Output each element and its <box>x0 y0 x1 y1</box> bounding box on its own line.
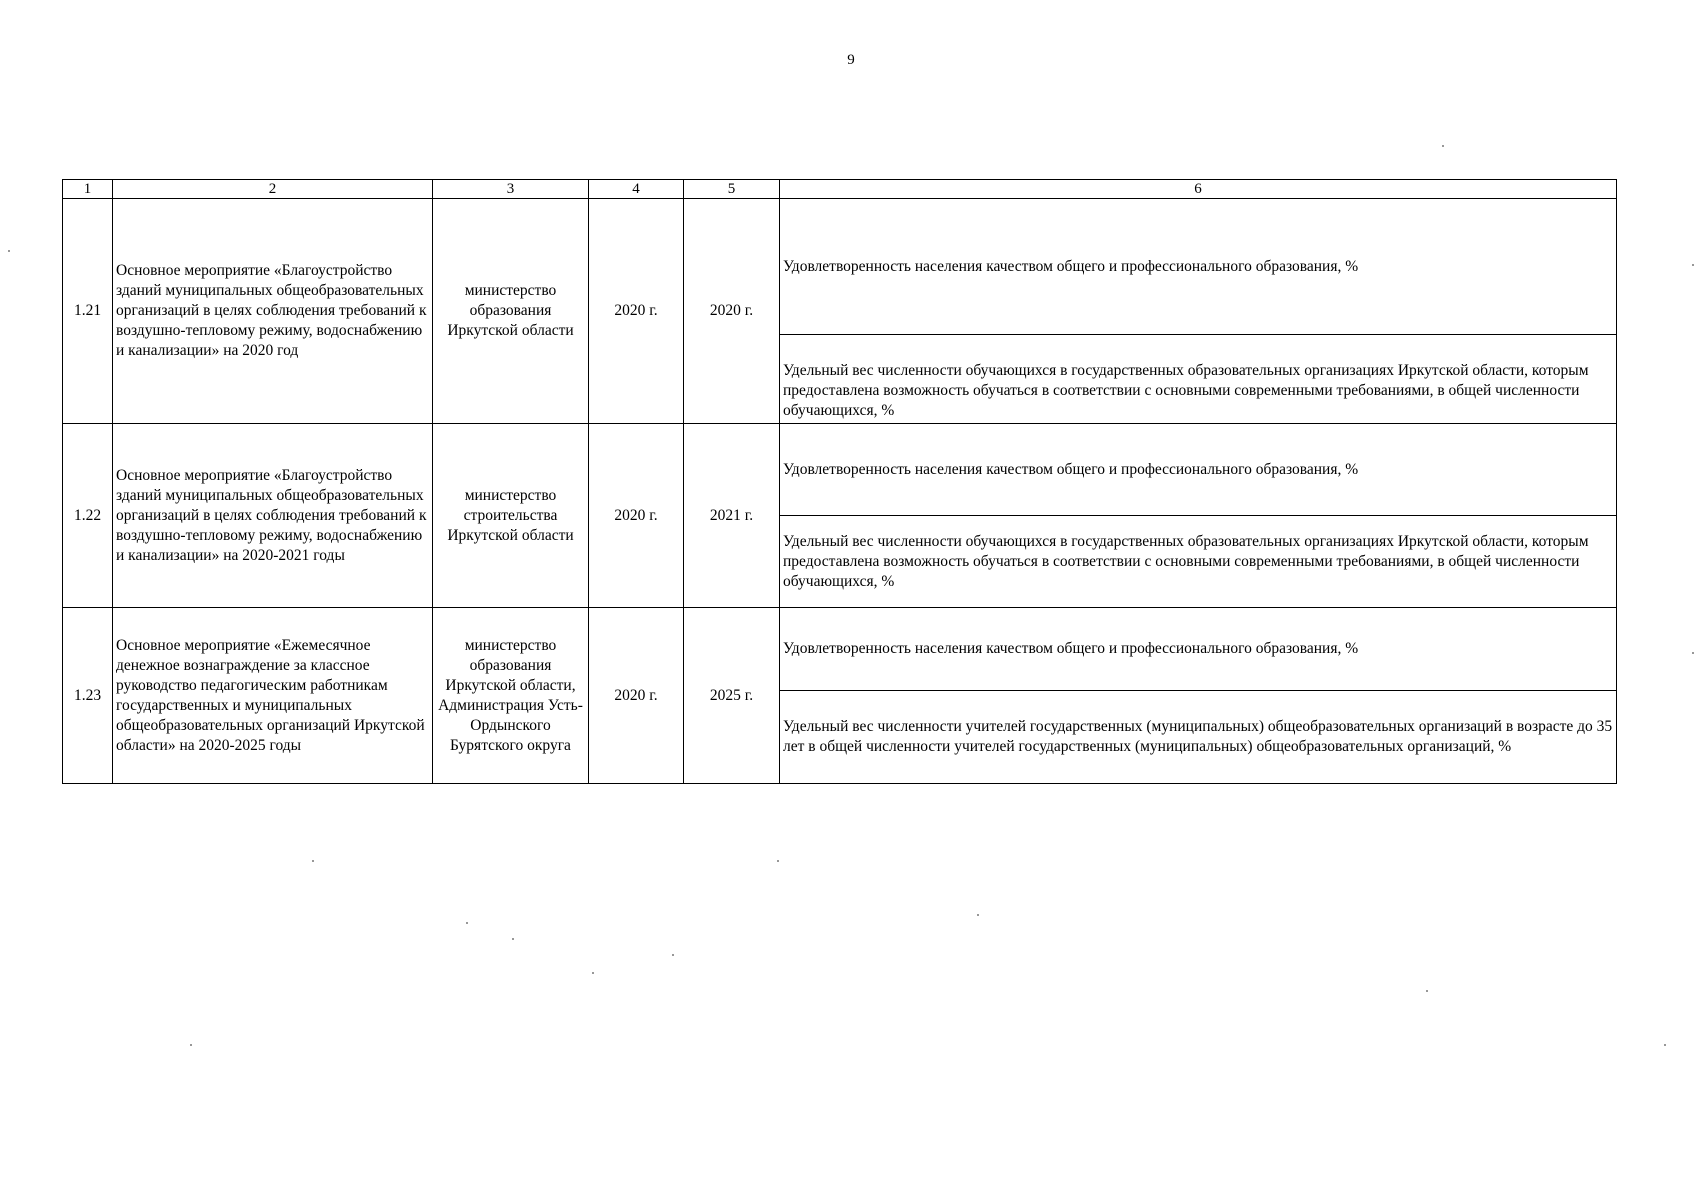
scan-speck <box>1426 990 1428 992</box>
column-header-3: 3 <box>433 180 589 199</box>
table-row <box>63 199 1617 335</box>
activity-cell: Основное мероприятие «Благоустройство зданий муниципальных общеобразовательных организаций в целях соблюдения требований к воздушно-тепловому режиму, водоснабжению и канализации» на 2020 год <box>113 199 433 424</box>
indicator-cell: Удовлетворенность населения качеством общего и профессионального образования, % <box>780 608 1617 691</box>
scan-speck <box>466 922 468 924</box>
column-header-5: 5 <box>684 180 780 199</box>
header-row <box>63 180 1617 199</box>
end-year-cell: 2021 г. <box>684 424 780 608</box>
end-year-cell: 2020 г. <box>684 199 780 424</box>
page-number: 9 <box>847 52 855 68</box>
column-header-4: 4 <box>589 180 684 199</box>
column-header-6: 6 <box>780 180 1617 199</box>
row-number: 1.21 <box>63 199 113 424</box>
scan-speck <box>1442 145 1444 147</box>
scan-speck <box>190 1044 192 1046</box>
scan-speck <box>312 860 314 862</box>
activity-cell: Основное мероприятие «Благоустройство зданий муниципальных общеобразовательных организаций в целях соблюдения требований к воздушно-тепловому режиму, водоснабжению и канализации» на 2020-2021 годы <box>113 424 433 608</box>
scan-speck <box>592 972 594 974</box>
measures-table <box>62 179 1617 784</box>
column-header-2: 2 <box>113 180 433 199</box>
scan-speck <box>1664 1044 1666 1046</box>
start-year-cell: 2020 г. <box>589 424 684 608</box>
scan-speck <box>8 250 10 252</box>
indicator-cell: Удовлетворенность населения качеством общего и профессионального образования, % <box>780 199 1617 335</box>
end-year-cell: 2025 г. <box>684 608 780 784</box>
executor-cell: министерство образования Иркутской области <box>433 199 589 424</box>
row-number: 1.22 <box>63 424 113 608</box>
executor-cell: министерство строительства Иркутской области <box>433 424 589 608</box>
indicator-cell: Удовлетворенность населения качеством общего и профессионального образования, % <box>780 424 1617 516</box>
start-year-cell: 2020 г. <box>589 199 684 424</box>
start-year-cell: 2020 г. <box>589 608 684 784</box>
row-number: 1.23 <box>63 608 113 784</box>
activity-cell: Основное мероприятие «Ежемесячное денежное вознаграждение за классное руководство педагогическим работникам государственных и муниципальных общеобразовательных организаций Иркутской области» на 2020-2025 годы <box>113 608 433 784</box>
indicator-cell: Удельный вес численности учителей государственных (муниципальных) общеобразовательных организаций в возрасте до 35 лет в общей численности учителей государственных (муниципальных) общеобразовательных организаций, % <box>780 691 1617 784</box>
scan-speck <box>512 938 514 940</box>
table-row <box>63 608 1617 691</box>
table-row <box>63 424 1617 516</box>
indicator-cell: Удельный вес численности обучающихся в государственных образовательных организациях Иркутской области, которым предоставлена возможность обучаться в соответствии с основными современными требованиями, в общей численности обучающихся, % <box>780 335 1617 424</box>
scan-speck <box>1692 652 1694 654</box>
scan-speck <box>1692 264 1694 266</box>
executor-cell: министерство образования Иркутской области, Администрация Усть-Ордынского Бурятского округа <box>433 608 589 784</box>
column-header-1: 1 <box>63 180 113 199</box>
indicator-cell: Удельный вес численности обучающихся в государственных образовательных организациях Иркутской области, которым предоставлена возможность обучаться в соответствии с основными современными требованиями, в общей численности обучающихся, % <box>780 516 1617 608</box>
scan-speck <box>672 954 674 956</box>
scan-speck <box>977 914 979 916</box>
scan-speck <box>777 860 779 862</box>
